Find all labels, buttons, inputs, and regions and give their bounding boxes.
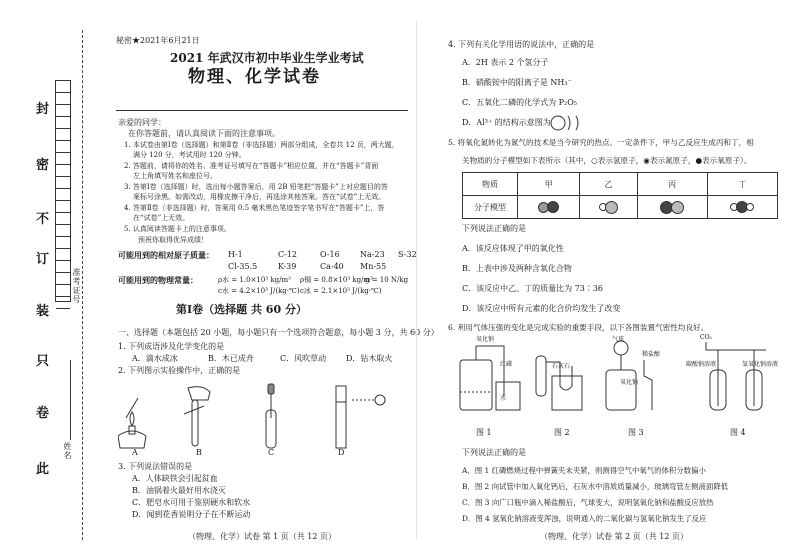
constant-item: c冰 = 2.1×10³ J/(kg·℃) bbox=[300, 287, 382, 295]
notes-item: 满分 120 分，考试用时 120 分钟。 bbox=[133, 151, 246, 159]
q6-fig-text: 水 bbox=[500, 395, 507, 402]
notes-wish: 预祝你取得优异成绩！ bbox=[138, 236, 208, 244]
q4-option[interactable]: B．硝酸铵中的阳离子是 NH₃⁻ bbox=[462, 78, 572, 87]
name-label: 姓名 bbox=[63, 442, 72, 460]
mass-item: Mn-55 bbox=[360, 262, 387, 271]
binding-char-7: 卷 bbox=[36, 406, 50, 421]
q4-option[interactable]: D．Al³⁺ 的结构示意图为 bbox=[462, 118, 551, 127]
q6-fig-text: 稀盐酸 bbox=[642, 351, 661, 358]
q3-option[interactable]: C．肥皂水可用于鉴别硬水和软水 bbox=[132, 498, 251, 507]
notes-item: 1. 本试卷由第Ⅰ卷（选择题）和第Ⅱ卷（非选择题）两部分组成，全卷共 12 页，两大题， bbox=[124, 141, 399, 149]
binding-strip bbox=[0, 0, 110, 560]
q4-option[interactable]: A．2H 表示 2 个氢分子 bbox=[462, 58, 549, 67]
mass-item: H-1 bbox=[228, 250, 243, 259]
q1-stem: 1. 下列成语涉及化学变化的是 bbox=[118, 342, 225, 351]
binding-line bbox=[82, 30, 83, 540]
binding-char-3: 不 bbox=[36, 212, 50, 227]
q5-option[interactable]: B．上表中涉及两种含氧化合物 bbox=[462, 264, 572, 273]
q2-fig-label[interactable]: A bbox=[132, 448, 138, 457]
q6-fig-text: 红磷 bbox=[500, 361, 513, 368]
q3-option[interactable]: D．闻到花香说明分子在不断运动 bbox=[132, 510, 251, 519]
q3-stem: 3. 下列说法错误的是 bbox=[118, 462, 193, 471]
q6-fig-label: 图 2 bbox=[554, 428, 570, 437]
notes-item: 左上角填写姓名和座位号。 bbox=[133, 172, 217, 180]
notes-item: 3. 答第Ⅰ卷（选择题）时，选出每小题答案后，用 2B 铅笔把“答题卡”上对应题目的答 bbox=[124, 183, 388, 191]
molecule-model-yi bbox=[580, 196, 637, 219]
atom-structure-icon bbox=[548, 113, 588, 133]
footer-left: （物理、化学）试卷 第 1 页（共 12 页） bbox=[188, 532, 336, 541]
notes-item: 5. 认真阅读答题卡上的注意事项。 bbox=[124, 225, 231, 233]
binding-char-5: 装 bbox=[36, 304, 50, 319]
subject-title: 物理、化学试卷 bbox=[188, 67, 321, 87]
name-field[interactable] bbox=[60, 360, 71, 440]
mass-item: Ca-40 bbox=[320, 262, 344, 271]
q6-fig-text: 氧化钠 bbox=[476, 336, 495, 343]
notes-item: 在“试卷”上无效。 bbox=[133, 214, 190, 222]
hydrogen-atom-icon bbox=[746, 203, 754, 211]
q4-stem: 4. 下列有关化学用语的说法中，正确的是 bbox=[448, 40, 595, 49]
constant-item: c水 = 4.2×10³ J/(kg·℃) bbox=[218, 287, 300, 295]
q6-fig-text: 碳酸钠溶液 bbox=[686, 361, 717, 368]
notes-item: 4. 答第Ⅱ卷（非选择题）时，答案用 0.5 毫米黑色笔迹签字笔书写在“答题卡”上，答 bbox=[124, 204, 385, 212]
notes-intro: 在你答题前，请认真阅读下面的注意事项。 bbox=[128, 129, 280, 138]
confidential-mark: 秘密★2021年6月21日 bbox=[116, 36, 200, 45]
q5-option[interactable]: A．该反应体现了甲的氧化性 bbox=[462, 244, 564, 253]
q6-fig-label: 图 4 bbox=[730, 428, 746, 437]
atomic-masses-label: 可能用到的相对原子质量： bbox=[118, 250, 214, 260]
q6-option[interactable]: A．图 1 红磷燃烧过程中弹簧夹未夹紧，则测得空气中氧气的体积分数偏小 bbox=[462, 466, 706, 475]
q1-option[interactable]: C．风吹草动 bbox=[280, 354, 327, 363]
apparatus-fig1-icon bbox=[460, 346, 520, 410]
q2-fig-label[interactable]: C bbox=[268, 448, 275, 457]
part1-heading: 第Ⅰ卷（选择题 共 60 分） bbox=[176, 303, 307, 316]
q5-option[interactable]: D．该反应中所有元素的化合价均发生了改变 bbox=[462, 304, 621, 313]
binding-char-6: 只 bbox=[36, 354, 50, 369]
q6-after: 下列说法正确的是 bbox=[462, 448, 526, 457]
exam-title: 2021 年武汉市初中毕业生学业考试 bbox=[170, 51, 364, 65]
binding-char-8: 此 bbox=[36, 462, 50, 477]
mass-item: C-12 bbox=[278, 250, 298, 259]
q5-after: 下列说法正确的是 bbox=[462, 224, 526, 233]
q6-fig-text: 气球 bbox=[612, 336, 625, 343]
mass-item: O-16 bbox=[320, 250, 340, 259]
mass-item: Cl-35.5 bbox=[228, 262, 258, 271]
apparatus-fig4-icon bbox=[706, 342, 766, 410]
q2-stem: 2. 下列图示实验操作中，正确的是 bbox=[118, 366, 241, 375]
footer-right: （物理、化学）试卷 第 2 页（共 12 页） bbox=[540, 532, 688, 541]
q6-fig-text: 氢氧化钠溶液 bbox=[742, 361, 779, 368]
q5-stem-line2: 关物质的分子模型如下表所示（其中，○表示氢原子，◉表示氮原子，●表示氧原子）。 bbox=[462, 156, 752, 165]
page-divider bbox=[416, 20, 417, 540]
q4-option[interactable]: C．五氧化二磷的化学式为 P₂O₅ bbox=[462, 98, 578, 107]
table-header: 丁 bbox=[707, 173, 777, 196]
header-rule bbox=[116, 110, 408, 111]
constant-item: ρ铜 = 0.8×10³ kg/m³ bbox=[300, 276, 373, 284]
exam-number-label: 准考证号 bbox=[72, 268, 81, 304]
q6-option[interactable]: D．图 4 氢氧化钠溶液变浑浊，说明通入的二氧化碳与氢氧化钠发生了反应 bbox=[462, 514, 707, 523]
chlorine-atom-icon bbox=[671, 201, 684, 214]
dropper-icon bbox=[266, 384, 276, 448]
mass-item: Na-23 bbox=[360, 250, 385, 259]
q5-stem-line1: 5. 将氧化氮转化为氮气的技术是当今研究的热点。一定条件下，甲与乙反应生成丙和丁，相 bbox=[448, 138, 754, 147]
table-row-label: 分子模型 bbox=[463, 196, 518, 219]
mass-item: S-32 bbox=[398, 250, 417, 259]
q5-option[interactable]: C．该反应中乙、丁的质量比为 73∶36 bbox=[462, 284, 604, 293]
q3-option[interactable]: B．油锅着火最好用水浇灭 bbox=[132, 486, 226, 495]
table-header: 甲 bbox=[518, 173, 580, 196]
q2-fig-label[interactable]: D bbox=[338, 448, 345, 457]
table-header: 丙 bbox=[637, 173, 707, 196]
constant-item: g = 10 N/kg bbox=[365, 276, 409, 284]
q1-option[interactable]: A．滴水成冰 bbox=[132, 354, 178, 363]
chlorine-atom-icon bbox=[605, 201, 618, 214]
q6-fig-text: 氧化钠 bbox=[620, 379, 639, 386]
part1-instruction: 一、选择题（本题包括 20 小题，每小题只有一个选项符合题意，每小题 3 分，共 60 分） bbox=[118, 328, 439, 337]
q6-fig-text: 石灰石 bbox=[552, 363, 571, 370]
q6-fig-label: 图 3 bbox=[628, 428, 644, 437]
q6-stem: 6. 利用气体压强的变化是完成实验的重要手段，以下各图装置气密性均良好。 bbox=[448, 323, 709, 332]
q6-option[interactable]: B．图 2 向试管中加入氧化钙后，石灰水中溶质质量减小，玻璃弯管左侧液面降低 bbox=[462, 482, 729, 491]
notes-item: 2. 答题前，请将你的姓名、准考证号填写在“答题卡”相应位置，并在“答题卡”背面 bbox=[124, 162, 379, 170]
mass-item: K-39 bbox=[278, 262, 297, 271]
oxygen-atom-icon bbox=[547, 201, 559, 213]
molecule-model-jia bbox=[518, 196, 580, 219]
q1-option[interactable]: D．钻木取火 bbox=[346, 354, 393, 363]
q6-fig-text: CO₂ bbox=[700, 334, 712, 341]
q1-option[interactable]: B．木已成舟 bbox=[208, 354, 254, 363]
q2-fig-label[interactable]: B bbox=[196, 448, 202, 457]
binding-char-4: 订 bbox=[36, 252, 50, 267]
table-header: 物质 bbox=[463, 173, 518, 196]
constant-item: ρ水 = 1.0×10³ kg/m³ bbox=[218, 276, 291, 284]
q3-option[interactable]: A．人体缺铁会引起贫血 bbox=[132, 474, 218, 483]
molecule-model-ding bbox=[707, 196, 777, 219]
q6-option[interactable]: C．图 3 向广口瓶中滴入稀盐酸后，气球变大，说明氢氧化钠和盐酸反应放热 bbox=[462, 498, 714, 507]
constants-label: 可能用到的物理常量： bbox=[118, 275, 198, 285]
exam-number-boxes[interactable] bbox=[55, 80, 71, 302]
alcohol-lamp-icon bbox=[118, 398, 146, 448]
table-header: 乙 bbox=[580, 173, 637, 196]
q6-fig-label: 图 1 bbox=[476, 428, 492, 437]
binding-char-1: 封 bbox=[36, 102, 50, 117]
molecule-table bbox=[462, 172, 778, 219]
notes-greeting: 亲爱的同学： bbox=[118, 118, 166, 127]
hand-test-tube-icon bbox=[184, 387, 210, 446]
notes-item: 案标号涂黑。如需改动，用橡皮擦干净后，再选涂其他答案。答在“试卷”上无效。 bbox=[133, 193, 386, 201]
binding-char-2: 密 bbox=[36, 158, 50, 173]
molecule-model-bing bbox=[637, 196, 707, 219]
q2-figures bbox=[118, 378, 408, 458]
cylinder-eye-icon bbox=[336, 386, 385, 448]
